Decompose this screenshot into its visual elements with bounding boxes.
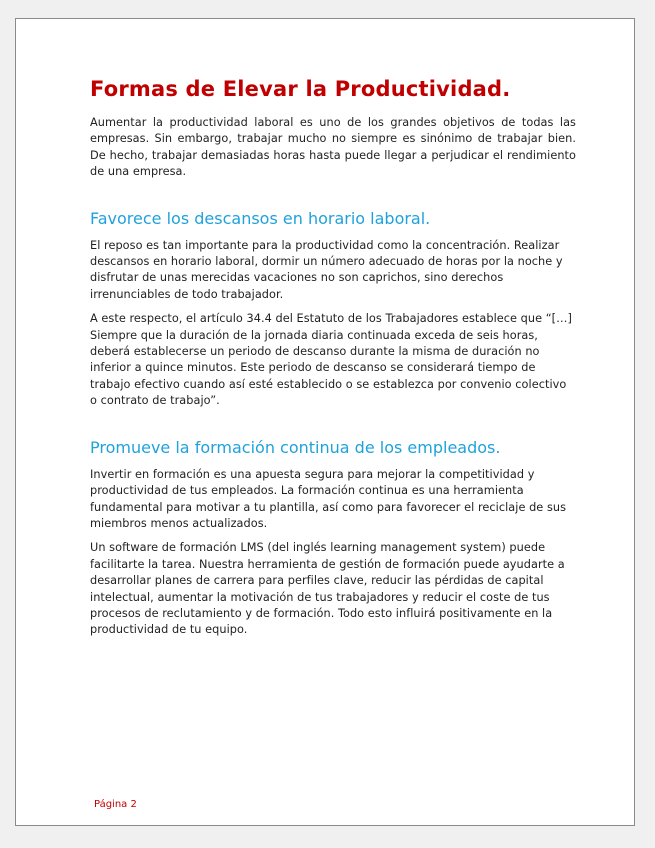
document-page (15, 18, 635, 826)
section-descansos-paragraph-1: El reposo es tan importante para la productividad como la concentración. Realizar descansos en horario laboral, dormir un número adecuado de horas por la noche y disfrutar de unas merecidas vacaciones no son caprichos, sino derechos irrenunciables de todo trabajador. (90, 238, 563, 301)
section-descansos-paragraph-2: A este respecto, el artículo 34.4 del Estatuto de los Trabajadores establece que “[…] Siempre que la duración de la jornada diaria continuada exceda de seis horas, deberá establecerse un periodo de descanso durante la misma de duración no inferior a quince minutos. Este periodo de descanso se considerará tiempo de trabajo efectivo cuando así esté establecido o se establezca por convenio colectivo o contrato de trabajo”. (90, 312, 572, 408)
section-formacion-paragraph-1: Invertir en formación es una apuesta segura para mejorar la competitividad y productividad de tus empleados. La formación continua es una herramienta fundamental para motivar a tu plantilla, así como para favorecer el reciclaje de sus miembros menos actualizados. (90, 467, 567, 530)
section-heading-formacion: Promueve la formación continua de los empleados. (90, 437, 501, 457)
page-number-footer: Página 2 (94, 799, 137, 810)
section-formacion-paragraph-2: Un software de formación LMS (del inglés learning management system) puede facilitarte la tarea. Nuestra herramienta de gestión de formación puede ayudarte a desarrollar planes de carrera para perfiles clave, reducir las pérdidas de capital intelectual, aumentar la motivación de tus trabajadores y reducir el coste de tus procesos de reclutamiento y de formación. Todo esto influirá positivamente en la productividad de tu equipo. (90, 541, 565, 637)
document-title: Formas de Elevar la Productividad. (90, 77, 511, 101)
intro-paragraph: Aumentar la productividad laboral es uno de los grandes objetivos de todas las empresas. Sin embargo, trabajar mucho no siempre es sinónimo de trabajar bien. De hecho, trabajar demasiadas horas hasta puede llegar a perjudicar el rendimiento de una empresa. (90, 116, 576, 179)
page-content (90, 77, 576, 647)
section-heading-descansos: Favorece los descansos en horario laboral. (90, 208, 431, 228)
